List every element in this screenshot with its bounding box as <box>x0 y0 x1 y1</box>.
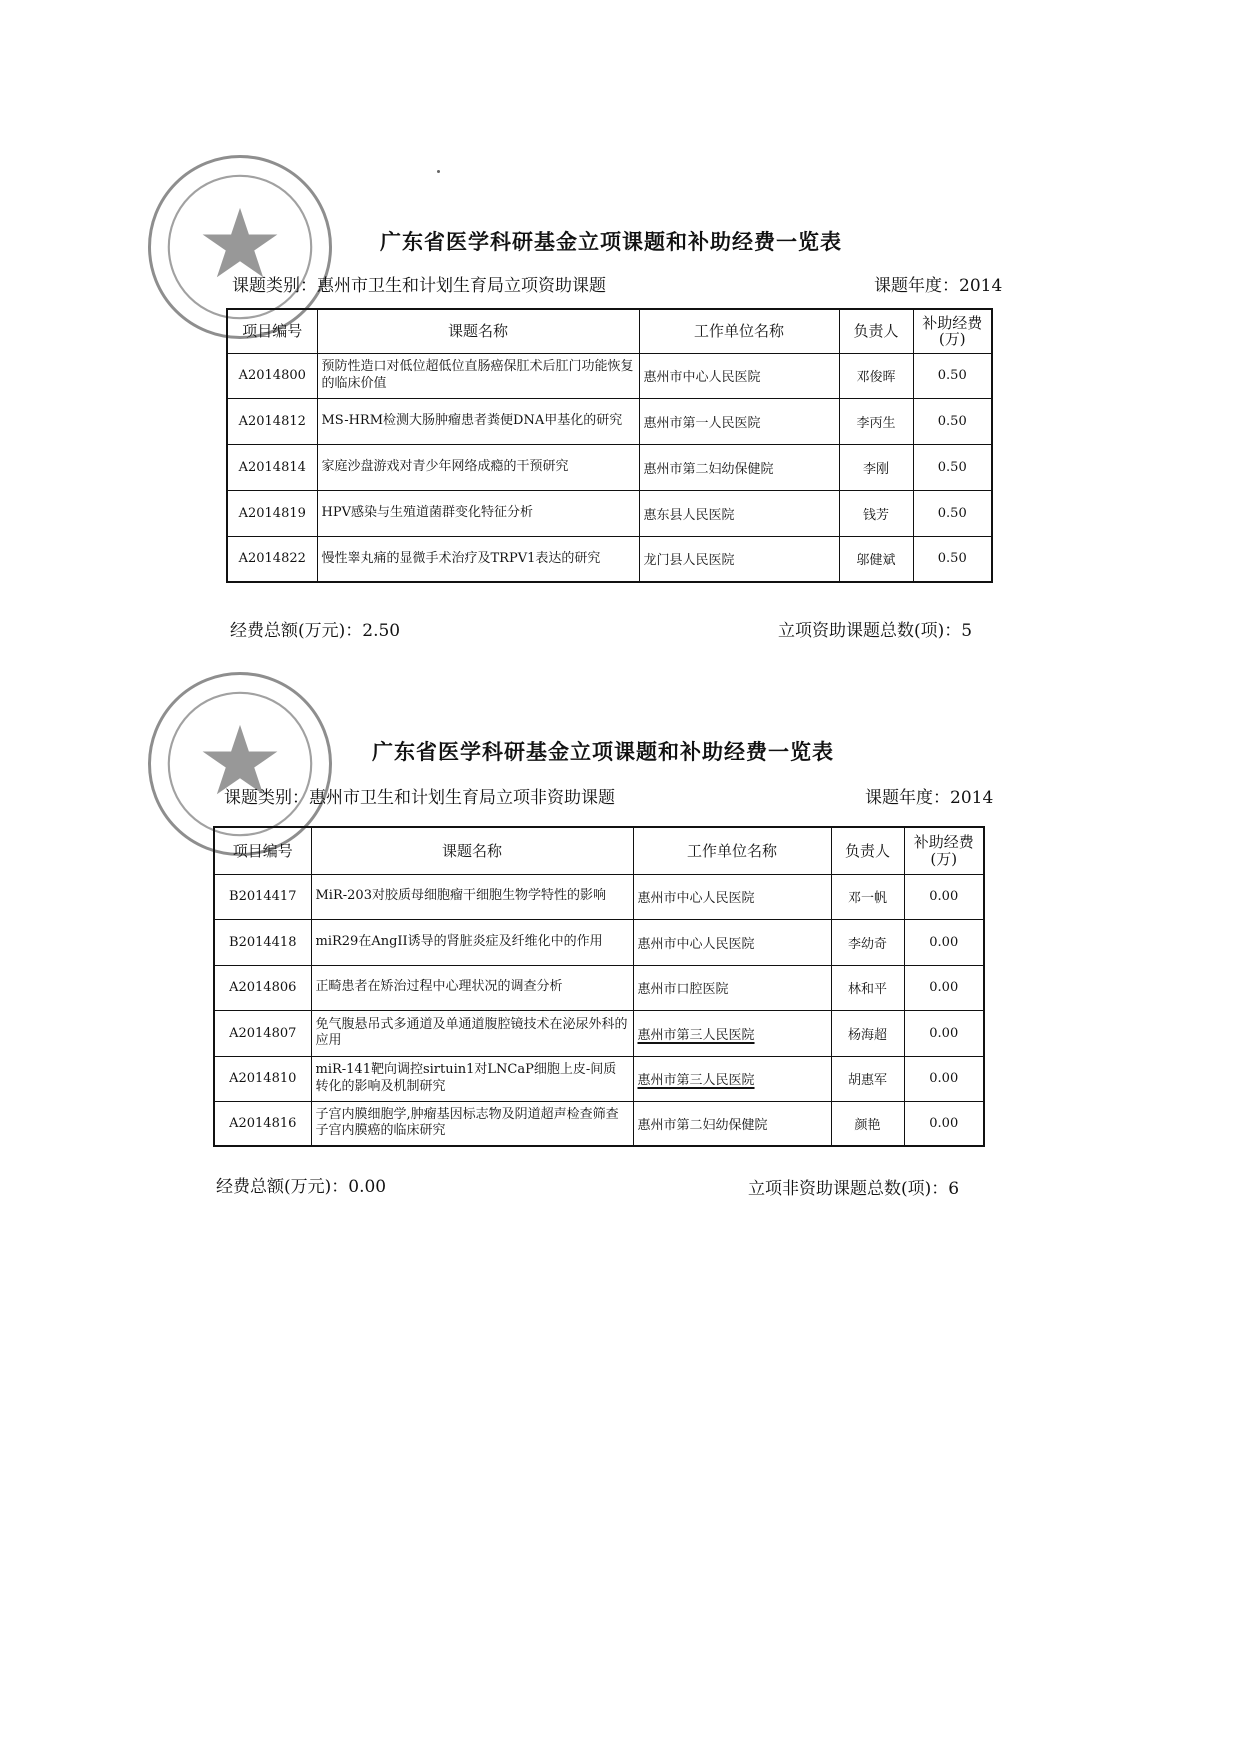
table-row <box>214 965 984 1010</box>
year-value: 2014 <box>950 788 994 808</box>
project-count-value: 6 <box>948 1179 960 1199</box>
total-funding-line <box>230 616 400 641</box>
project-name: MS-HRM检测大肠肿瘤患者粪便DNA甲基化的研究 <box>317 398 639 444</box>
header-amount: 补助经费(万) <box>913 309 992 353</box>
project-name: 正畸患者在矫治过程中心理状况的调查分析 <box>311 965 633 1010</box>
category-label: 课题类别： <box>232 276 317 296</box>
principal-investigator: 李幼奇 <box>831 919 904 965</box>
category-value: 惠州市卫生和计划生育局立项资助课题 <box>317 276 606 296</box>
header-unit: 工作单位名称 <box>633 827 831 874</box>
table-row <box>227 353 992 398</box>
project-count-line <box>778 616 972 641</box>
table-row <box>227 444 992 490</box>
header-person: 负责人 <box>839 309 913 353</box>
funded-projects-table <box>226 308 993 583</box>
project-count-value: 5 <box>961 621 973 641</box>
project-code: A2014810 <box>214 1056 311 1101</box>
total-funding-line <box>216 1172 386 1197</box>
work-unit: 龙门县人民医院 <box>639 536 839 582</box>
subsidy-amount: 0.50 <box>913 536 992 582</box>
project-code: A2014814 <box>227 444 317 490</box>
subsidy-amount: 0.00 <box>904 919 984 965</box>
table-row <box>227 536 992 582</box>
principal-investigator: 李丙生 <box>839 398 913 444</box>
principal-investigator: 颜艳 <box>831 1101 904 1146</box>
project-code: A2014822 <box>227 536 317 582</box>
table-header-row <box>214 827 984 874</box>
header-name: 课题名称 <box>317 309 639 353</box>
project-name: miR29在AngII诱导的肾脏炎症及纤维化中的作用 <box>311 919 633 965</box>
category-value: 惠州市卫生和计划生育局立项非资助课题 <box>309 788 615 808</box>
table-2-title: 广东省医学科研基金立项课题和补助经费一览表 <box>372 740 834 764</box>
subsidy-amount: 0.00 <box>904 1056 984 1101</box>
principal-investigator: 李刚 <box>839 444 913 490</box>
table-row <box>214 874 984 919</box>
project-count-line <box>748 1174 959 1199</box>
project-code: A2014806 <box>214 965 311 1010</box>
project-code: A2014816 <box>214 1101 311 1146</box>
table-header-row <box>227 309 992 353</box>
total-funding-label: 经费总额(万元)： <box>216 1177 349 1197</box>
subsidy-amount: 0.00 <box>904 874 984 919</box>
total-funding-label: 经费总额(万元)： <box>230 621 363 641</box>
year-label: 课题年度： <box>865 788 950 808</box>
table-row <box>214 1101 984 1146</box>
work-unit: 惠州市第二妇幼保健院 <box>639 444 839 490</box>
project-code: A2014807 <box>214 1010 311 1056</box>
project-count-label: 立项资助课题总数(项)： <box>778 621 962 641</box>
subsidy-amount: 0.00 <box>904 1101 984 1146</box>
category-line <box>224 783 615 808</box>
principal-investigator: 邬健斌 <box>839 536 913 582</box>
header-amount: 补助经费(万) <box>904 827 984 874</box>
total-funding-value: 2.50 <box>362 621 401 641</box>
project-code: A2014812 <box>227 398 317 444</box>
project-code: B2014417 <box>214 874 311 919</box>
year-label: 课题年度： <box>874 276 959 296</box>
subsidy-amount: 0.50 <box>913 353 992 398</box>
work-unit: 惠州市中心人民医院 <box>633 919 831 965</box>
subsidy-amount: 0.00 <box>904 965 984 1010</box>
table-1-title: 广东省医学科研基金立项课题和补助经费一览表 <box>380 230 842 254</box>
principal-investigator: 钱芳 <box>839 490 913 536</box>
table-row <box>214 919 984 965</box>
project-name: 子宫内膜细胞学,肿瘤基因标志物及阴道超声检查筛查子宫内膜癌的临床研究 <box>311 1101 633 1146</box>
table-row <box>227 490 992 536</box>
project-code: A2014819 <box>227 490 317 536</box>
work-unit: 惠州市中心人民医院 <box>633 874 831 919</box>
table-row <box>214 1056 984 1101</box>
principal-investigator: 杨海超 <box>831 1010 904 1056</box>
principal-investigator: 林和平 <box>831 965 904 1010</box>
principal-investigator: 胡惠军 <box>831 1056 904 1101</box>
work-unit: 惠州市第一人民医院 <box>639 398 839 444</box>
project-count-label: 立项非资助课题总数(项)： <box>748 1179 949 1199</box>
table-row <box>214 1010 984 1056</box>
project-name: 免气腹悬吊式多通道及单通道腹腔镜技术在泌尿外科的应用 <box>311 1010 633 1056</box>
work-unit: 惠州市第三人民医院 <box>633 1056 831 1101</box>
year-value: 2014 <box>959 276 1003 296</box>
work-unit: 惠东县人民医院 <box>639 490 839 536</box>
project-name: HPV感染与生殖道菌群变化特征分析 <box>317 490 639 536</box>
project-code: B2014418 <box>214 919 311 965</box>
project-code: A2014800 <box>227 353 317 398</box>
work-unit: 惠州市第三人民医院 <box>633 1010 831 1056</box>
principal-investigator: 邓一帆 <box>831 874 904 919</box>
header-code: 项目编号 <box>227 309 317 353</box>
header-person: 负责人 <box>831 827 904 874</box>
project-name: 预防性造口对低位超低位直肠癌保肛术后肛门功能恢复的临床价值 <box>317 353 639 398</box>
principal-investigator: 邓俊晖 <box>839 353 913 398</box>
subsidy-amount: 0.00 <box>904 1010 984 1056</box>
project-name: miR-141靶向调控sirtuin1对LNCaP细胞上皮-间质转化的影响及机制研究 <box>311 1056 633 1101</box>
project-name: 家庭沙盘游戏对青少年网络成瘾的干预研究 <box>317 444 639 490</box>
subsidy-amount: 0.50 <box>913 490 992 536</box>
category-line <box>232 271 606 296</box>
header-unit: 工作单位名称 <box>639 309 839 353</box>
work-unit: 惠州市中心人民医院 <box>639 353 839 398</box>
scan-speck <box>437 170 440 173</box>
header-code: 项目编号 <box>214 827 311 874</box>
total-funding-value: 0.00 <box>348 1177 387 1197</box>
header-name: 课题名称 <box>311 827 633 874</box>
year-line <box>865 783 993 808</box>
subsidy-amount: 0.50 <box>913 444 992 490</box>
work-unit: 惠州市口腔医院 <box>633 965 831 1010</box>
project-name: 慢性睾丸痛的显微手术治疗及TRPV1表达的研究 <box>317 536 639 582</box>
category-label: 课题类别： <box>224 788 309 808</box>
year-line <box>874 271 1002 296</box>
project-name: MiR-203对胶质母细胞瘤干细胞生物学特性的影响 <box>311 874 633 919</box>
table-row <box>227 398 992 444</box>
work-unit: 惠州市第二妇幼保健院 <box>633 1101 831 1146</box>
subsidy-amount: 0.50 <box>913 398 992 444</box>
non-funded-projects-table <box>213 826 985 1147</box>
